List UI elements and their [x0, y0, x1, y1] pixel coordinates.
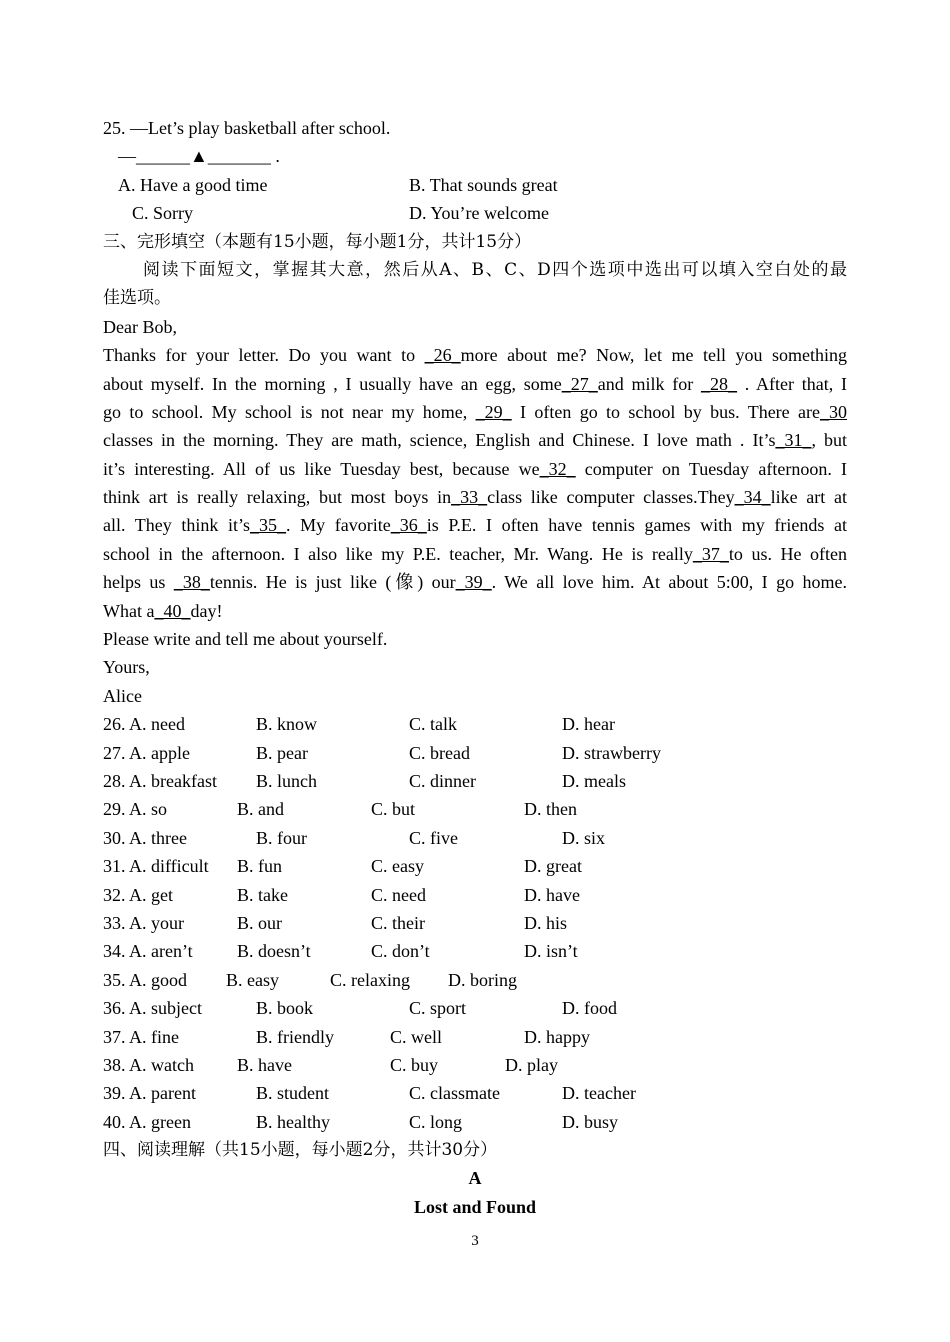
- option-a: 26. A. need: [103, 714, 185, 735]
- option-a: 27. A. apple: [103, 742, 190, 763]
- letter-line-10: [103, 597, 847, 625]
- letter-line-2: [103, 370, 847, 398]
- option-d: D. teacher: [562, 1083, 636, 1104]
- option-b: B. book: [256, 998, 314, 1019]
- letter-line-8: [103, 540, 847, 568]
- text: class like computer classes.They: [487, 487, 735, 508]
- option-a: 36. A. subject: [103, 998, 202, 1019]
- q25-stem: 25. —Let’s play basketball after school.: [103, 118, 391, 138]
- blank-40: _40_: [154, 600, 191, 621]
- option-row-28: [103, 767, 847, 795]
- option-row-40: [103, 1108, 847, 1136]
- triangle-icon: ▲: [190, 146, 208, 167]
- q25-options-row1: [103, 171, 847, 199]
- q25-option-b: B. That sounds great: [409, 174, 558, 195]
- option-b: B. healthy: [256, 1111, 330, 1132]
- text: all. They think it’s: [103, 515, 251, 536]
- option-c: C. bread: [409, 742, 470, 763]
- option-b: B. lunch: [256, 770, 317, 791]
- option-d: D. then: [524, 799, 577, 820]
- option-b: B. know: [256, 714, 318, 735]
- text: school in the afternoon. I also like my P.E. teacher, Mr. Wang. He is really: [103, 543, 693, 564]
- blank-26: _26_: [424, 345, 461, 366]
- option-c: C. but: [371, 799, 416, 820]
- text: day!: [190, 600, 223, 621]
- option-d: D. hear: [562, 714, 615, 735]
- option-a: 37. A. fine: [103, 1026, 179, 1047]
- text: What a: [103, 600, 155, 621]
- option-row-31: [103, 852, 847, 880]
- page-number: 3: [471, 1233, 479, 1249]
- text: more about me? Now, let me tell you something: [460, 345, 847, 366]
- letter-line-3: [103, 398, 847, 426]
- text: Thanks for your letter. Do you want to: [103, 345, 425, 366]
- option-c: C. their: [371, 912, 425, 933]
- option-c: C. relaxing: [330, 969, 410, 990]
- option-c: C. classmate: [409, 1083, 500, 1104]
- option-d: D. food: [562, 998, 617, 1019]
- option-c: C. five: [409, 827, 458, 848]
- q25-blank-pre: ______: [136, 146, 190, 167]
- option-c: C. talk: [409, 714, 457, 735]
- option-d: D. have: [524, 884, 580, 905]
- text: classes in the morning. They are math, science, English and Chinese. I love math . It’s: [103, 430, 776, 451]
- option-a: 38. A. watch: [103, 1054, 194, 1075]
- option-row-34: [103, 937, 847, 965]
- option-a: 29. A. so: [103, 799, 168, 820]
- option-a: 34. A. aren’t: [103, 941, 193, 962]
- option-b: B. easy: [226, 969, 279, 990]
- option-b: B. student: [256, 1083, 330, 1104]
- option-d: D. strawberry: [562, 742, 661, 763]
- option-a: 40. A. green: [103, 1111, 191, 1132]
- option-d: D. great: [524, 856, 582, 877]
- q25-blank-post: _______: [207, 146, 271, 167]
- letter-line-5: [103, 455, 847, 483]
- blank-28: _28_: [701, 373, 737, 394]
- option-b: B. and: [237, 799, 284, 820]
- option-row-36: [103, 994, 847, 1022]
- option-a: 35. A. good: [103, 969, 188, 990]
- q25-option-c: C. Sorry: [132, 203, 194, 224]
- blank-38: _38_: [173, 572, 210, 593]
- blank-36: _36_: [390, 515, 427, 536]
- text: , but: [811, 430, 847, 451]
- option-b: B. four: [256, 827, 307, 848]
- text: . We all love him. At about 5:00, I go home.: [491, 572, 847, 593]
- option-a: 30. A. three: [103, 827, 187, 848]
- section3-instruction-2: 佳选项。: [103, 288, 171, 309]
- option-b: B. friendly: [256, 1026, 334, 1047]
- q25-end: .: [270, 146, 280, 167]
- option-d: D. happy: [524, 1026, 590, 1047]
- text: computer on Tuesday afternoon. I: [575, 458, 848, 479]
- letter-yours: Yours,: [103, 657, 150, 678]
- blank-39: _39_: [455, 572, 492, 593]
- blank-30: _30: [820, 401, 847, 422]
- text: tennis. He is just like (像) our: [209, 572, 456, 593]
- option-a: 32. A. get: [103, 884, 173, 905]
- option-c: C. long: [409, 1111, 463, 1132]
- option-a: 28. A. breakfast: [103, 770, 217, 791]
- letter-closing: Please write and tell me about yourself.: [103, 629, 388, 650]
- option-row-39: [103, 1079, 847, 1107]
- letter-line-6: [103, 483, 847, 511]
- section3-heading: 三、完形填空（本题有15小题，每小题1分，共计15分）: [103, 231, 532, 252]
- section4-title: Lost and Found: [413, 1196, 537, 1217]
- option-d: D. isn’t: [524, 941, 578, 962]
- section4-part: A: [468, 1168, 482, 1189]
- option-row-27: [103, 739, 847, 767]
- q25-options-row2: [103, 199, 847, 227]
- letter-greeting: Dear Bob,: [103, 316, 177, 337]
- text: about myself. In the morning , I usually have an egg, some: [103, 373, 562, 394]
- text: . My favorite: [286, 515, 391, 536]
- blank-31: _31_: [775, 430, 812, 451]
- letter-signature: Alice: [103, 685, 142, 706]
- text: and milk for: [597, 373, 701, 394]
- text: helps us: [103, 572, 174, 593]
- text: it’s interesting. All of us like Tuesday best, because we: [103, 458, 540, 479]
- letter-line-9: [103, 568, 847, 596]
- option-row-38: [103, 1051, 847, 1079]
- text: I often go to school by bus. There are: [511, 401, 820, 422]
- option-row-26: [103, 710, 847, 738]
- option-row-29: [103, 795, 847, 823]
- blank-32: _32_: [539, 458, 576, 479]
- blank-37: _37_: [692, 543, 729, 564]
- option-c: C. sport: [409, 998, 467, 1019]
- option-row-30: [103, 824, 847, 852]
- q25-dash: —: [118, 146, 136, 167]
- blank-27: _27_: [561, 373, 598, 394]
- q25-answer-line: [103, 142, 847, 170]
- option-d: D. boring: [448, 969, 517, 990]
- option-c: C. easy: [371, 856, 424, 877]
- text: is P.E. I often have tennis games with my friends at: [426, 515, 847, 536]
- blank-33: _33_: [451, 487, 488, 508]
- option-a: 33. A. your: [103, 912, 184, 933]
- text: . After that, I: [737, 373, 847, 394]
- blank-35: _35_: [250, 515, 287, 536]
- blank-29: _29_: [475, 401, 512, 422]
- blank-34: _34_: [734, 487, 771, 508]
- option-row-32: [103, 881, 847, 909]
- text: to us. He often: [728, 543, 847, 564]
- option-c: C. dinner: [409, 770, 476, 791]
- option-d: D. busy: [562, 1111, 619, 1132]
- option-c: C. well: [390, 1026, 442, 1047]
- option-c: C. buy: [390, 1054, 439, 1075]
- option-b: B. doesn’t: [237, 941, 311, 962]
- option-d: D. his: [524, 912, 568, 933]
- section3-instruction-1: 阅读下面短文，掌握其大意，然后从A、B、C、D四个选项中选出可以填入空白处的最: [143, 259, 847, 280]
- letter-line-1: [103, 341, 847, 369]
- text: go to school. My school is not near my home,: [103, 401, 476, 422]
- option-row-37: [103, 1023, 847, 1051]
- letter-line-7: [103, 511, 847, 539]
- option-c: C. need: [371, 884, 426, 905]
- option-d: D. six: [562, 827, 606, 848]
- option-c: C. don’t: [371, 941, 430, 962]
- option-a: 39. A. parent: [103, 1083, 196, 1104]
- option-b: B. have: [237, 1054, 292, 1075]
- section4-heading: 四、阅读理解（共15小题，每小题2分，共计30分）: [103, 1140, 498, 1161]
- exam-page: [103, 114, 847, 1221]
- option-d: D. meals: [562, 770, 626, 791]
- option-d: D. play: [505, 1054, 558, 1075]
- letter-line-4: [103, 426, 847, 454]
- q25-option-a: A. Have a good time: [118, 174, 268, 195]
- option-row-35: [103, 966, 847, 994]
- q25-option-d: D. You’re welcome: [409, 203, 549, 224]
- option-a: 31. A. difficult: [103, 856, 209, 877]
- text: think art is really relaxing, but most boys in: [103, 487, 452, 508]
- option-b: B. pear: [256, 742, 308, 763]
- option-b: B. take: [237, 884, 288, 905]
- option-row-33: [103, 909, 847, 937]
- text: like art at: [770, 487, 847, 508]
- option-b: B. fun: [237, 856, 282, 877]
- option-b: B. our: [237, 912, 282, 933]
